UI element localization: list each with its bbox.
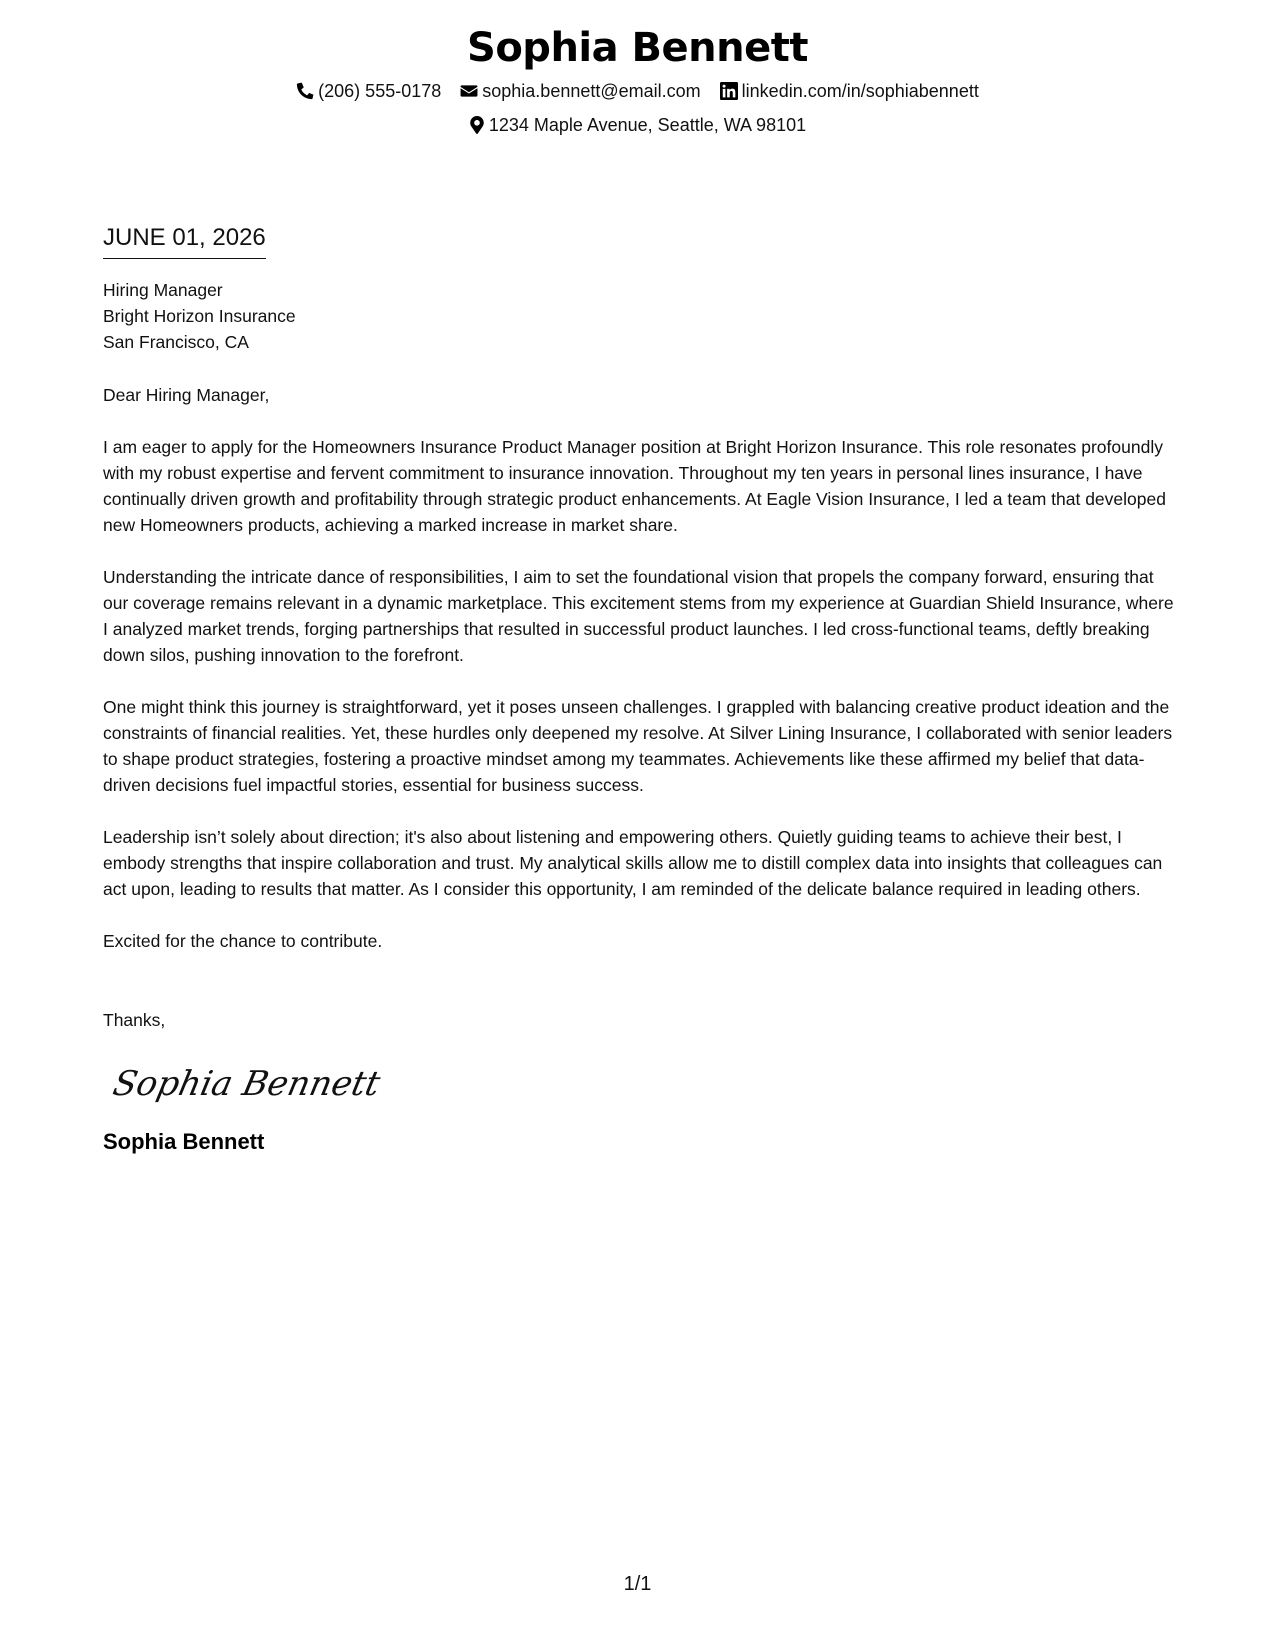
page-number: 1/1: [623, 1573, 652, 1595]
phone-icon: [296, 82, 314, 100]
map-pin-icon: [469, 116, 485, 134]
body-paragraph-4: Leadership isn’t solely about direction; it's also about listening and empowering others. Quietly guiding teams to achieve their best, I embody strengths that inspire collaboration and trust. My analytical skills allow me to distill complex data into insights that colleagues can act upon, leading to results that matter. As I consider this opportunity, I am reminded of the delicate balance required in leading others.: [103, 827, 1163, 899]
phone-item: [296, 79, 441, 103]
closing-line: Excited for the chance to contribute.: [103, 931, 383, 951]
salutation: Dear Hiring Manager,: [103, 385, 270, 405]
contact-row: [0, 79, 1275, 106]
signature-image: [109, 1059, 384, 1111]
recipient-block: [103, 277, 1175, 355]
signer-name: Sophia Bennett: [103, 1129, 265, 1154]
letter-header: [0, 22, 1275, 140]
body-paragraph-1: I am eager to apply for the Homeowners Insurance Product Manager position at Bright Horizon Insurance. This role resonates profoundly with my robust expertise and fervent commitment to insurance innovation. Throughout my ten years in personal lines insurance, I have continually driven growth and profitability through strategic product enhancements. At Eagle Vision Insurance, I led a team that developed new Homeowners products, achieving a marked increase in market share.: [103, 437, 1166, 535]
handwritten-signature: [109, 1059, 1175, 1111]
phone-text: (206) 555-0178: [318, 81, 442, 101]
linkedin-icon: [720, 82, 738, 100]
signoff: Thanks,: [103, 1010, 166, 1030]
recipient-company: Bright Horizon Insurance: [103, 306, 296, 326]
linkedin-link[interactable]: linkedin.com/in/sophiabennett: [741, 81, 979, 101]
envelope-icon: [460, 82, 478, 100]
sender-name: Sophia Bennett: [467, 25, 808, 71]
address-row: [0, 113, 1275, 140]
letter-date: JUNE 01, 2026: [103, 222, 266, 259]
body-paragraph-2: Understanding the intricate dance of responsibilities, I aim to set the foundational vision that propels the company forward, ensuring that our coverage remains relevant in a dynamic marketplace. This excitement stems from my experience at Guardian Shield Insurance, where I analyzed market trends, forging partnerships that resulted in successful product launches. I led cross-functional teams, deftly breaking down silos, pushing innovation to the forefront.: [103, 567, 1174, 665]
letter-body: [103, 222, 1175, 1157]
recipient-title: Hiring Manager: [103, 280, 223, 300]
recipient-location: San Francisco, CA: [103, 332, 249, 352]
address-item: [469, 113, 806, 137]
svg-text:Sophia Bennett: Sophia Bennett: [109, 1064, 384, 1104]
email-item: [460, 79, 700, 103]
body-paragraph-3: One might think this journey is straightforward, yet it poses unseen challenges. I grappled with balancing creative product ideation and the constraints of financial realities. Yet, these hurdles only deepened my resolve. At Silver Lining Insurance, I collaborated with senior leaders to shape product strategies, fostering a proactive mindset among my teammates. Achievements like these affirmed my belief that data-driven decisions fuel impactful stories, essential for business success.: [103, 697, 1173, 795]
email-link[interactable]: sophia.bennett@email.com: [482, 81, 701, 101]
address-text: 1234 Maple Avenue, Seattle, WA 98101: [488, 115, 807, 135]
linkedin-item: [720, 79, 979, 103]
